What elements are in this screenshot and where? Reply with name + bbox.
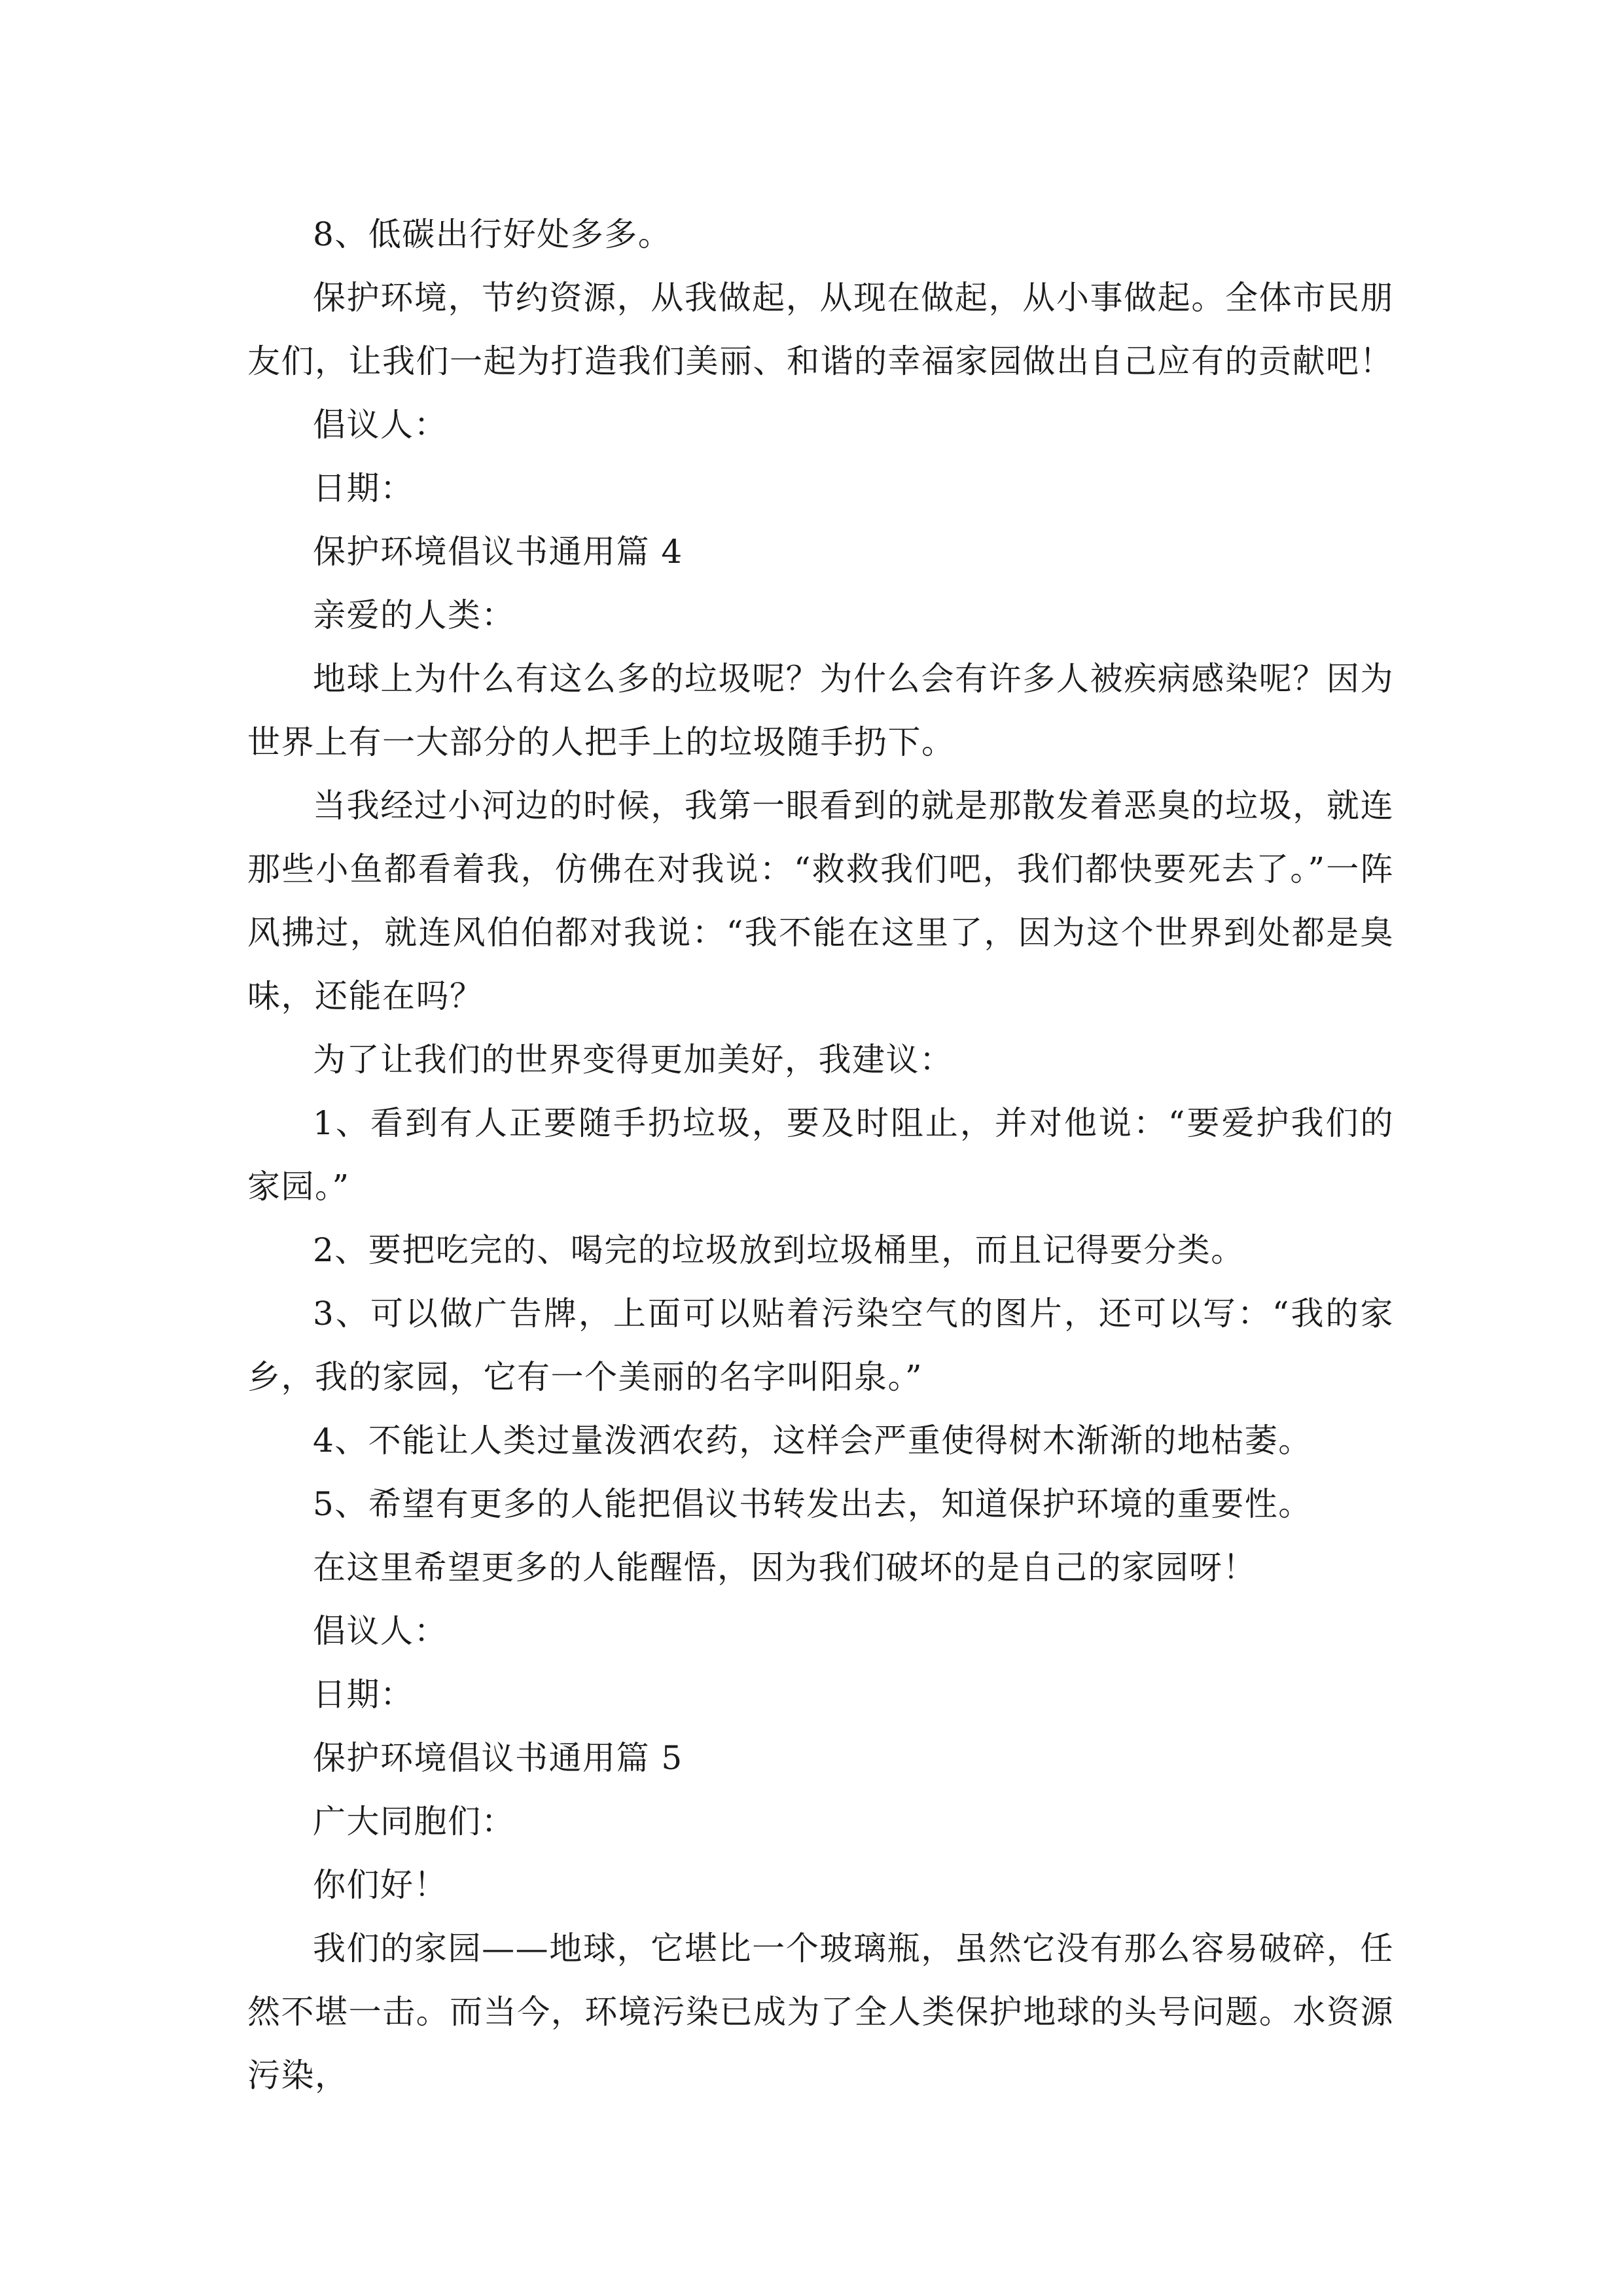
paragraph: 为了让我们的世界变得更加美好，我建议： — [313, 1041, 954, 1079]
salutation: 亲爱的人类： — [313, 596, 515, 634]
document-body — [247, 203, 1394, 2108]
signature-label: 倡议人： — [313, 406, 448, 444]
greeting: 你们好！ — [313, 1866, 448, 1904]
list-item: 2、要把吃完的、喝完的垃圾放到垃圾桶里，而且记得要分类。 — [313, 1231, 1245, 1269]
list-item: 3、可以做广告牌，上面可以贴着污染空气的图片，还可以写：“我的家乡，我的家园，它有一个美丽的名字叫阳泉。” — [247, 1295, 1394, 1396]
section-title: 保护环境倡议书通用篇 4 — [313, 533, 683, 571]
paragraph: 在这里希望更多的人能醒悟，因为我们破坏的是自己的家园呀！ — [313, 1549, 1257, 1587]
paragraph: 我们的家园——地球，它堪比一个玻璃瓶，虽然它没有那么容易破碎，任然不堪一击。而当今，环境污染已成为了全人类保护地球的头号问题。水资源污染， — [247, 1929, 1394, 2094]
paragraph: 保护环境，节约资源，从我做起，从现在做起，从小事做起。全体市民朋友们，让我们一起为打造我们美丽、和谐的幸福家园做出自己应有的贡献吧！ — [247, 279, 1394, 380]
section-title: 保护环境倡议书通用篇 5 — [313, 1739, 683, 1777]
paragraph: 地球上为什么有这么多的垃圾呢？为什么会有许多人被疾病感染呢？因为世界上有一大部分的人把手上的垃圾随手扔下。 — [247, 660, 1394, 761]
date-label: 日期： — [313, 469, 414, 507]
salutation: 广大同胞们： — [313, 1803, 515, 1840]
paragraph: 当我经过小河边的时候，我第一眼看到的就是那散发着恶臭的垃圾，就连那些小鱼都看着我，仿佛在对我说：“救救我们吧，我们都快要死去了。”一阵风拂过，就连风伯伯都对我说：“我不能在这里了，因为这个世界到处都是臭味，还能在吗？ — [247, 787, 1394, 1015]
list-item: 4、不能让人类过量泼洒农药，这样会严重使得树木渐渐的地枯萎。 — [313, 1422, 1312, 1460]
list-item: 1、看到有人正要随手扔垃圾，要及时阻止，并对他说：“要爱护我们的家园。” — [247, 1104, 1394, 1206]
signature-label: 倡议人： — [313, 1612, 448, 1650]
list-item: 5、希望有更多的人能把倡议书转发出去，知道保护环境的重要性。 — [313, 1485, 1312, 1523]
paragraph: 8、低碳出行好处多多。 — [313, 215, 672, 253]
date-label: 日期： — [313, 1676, 414, 1713]
